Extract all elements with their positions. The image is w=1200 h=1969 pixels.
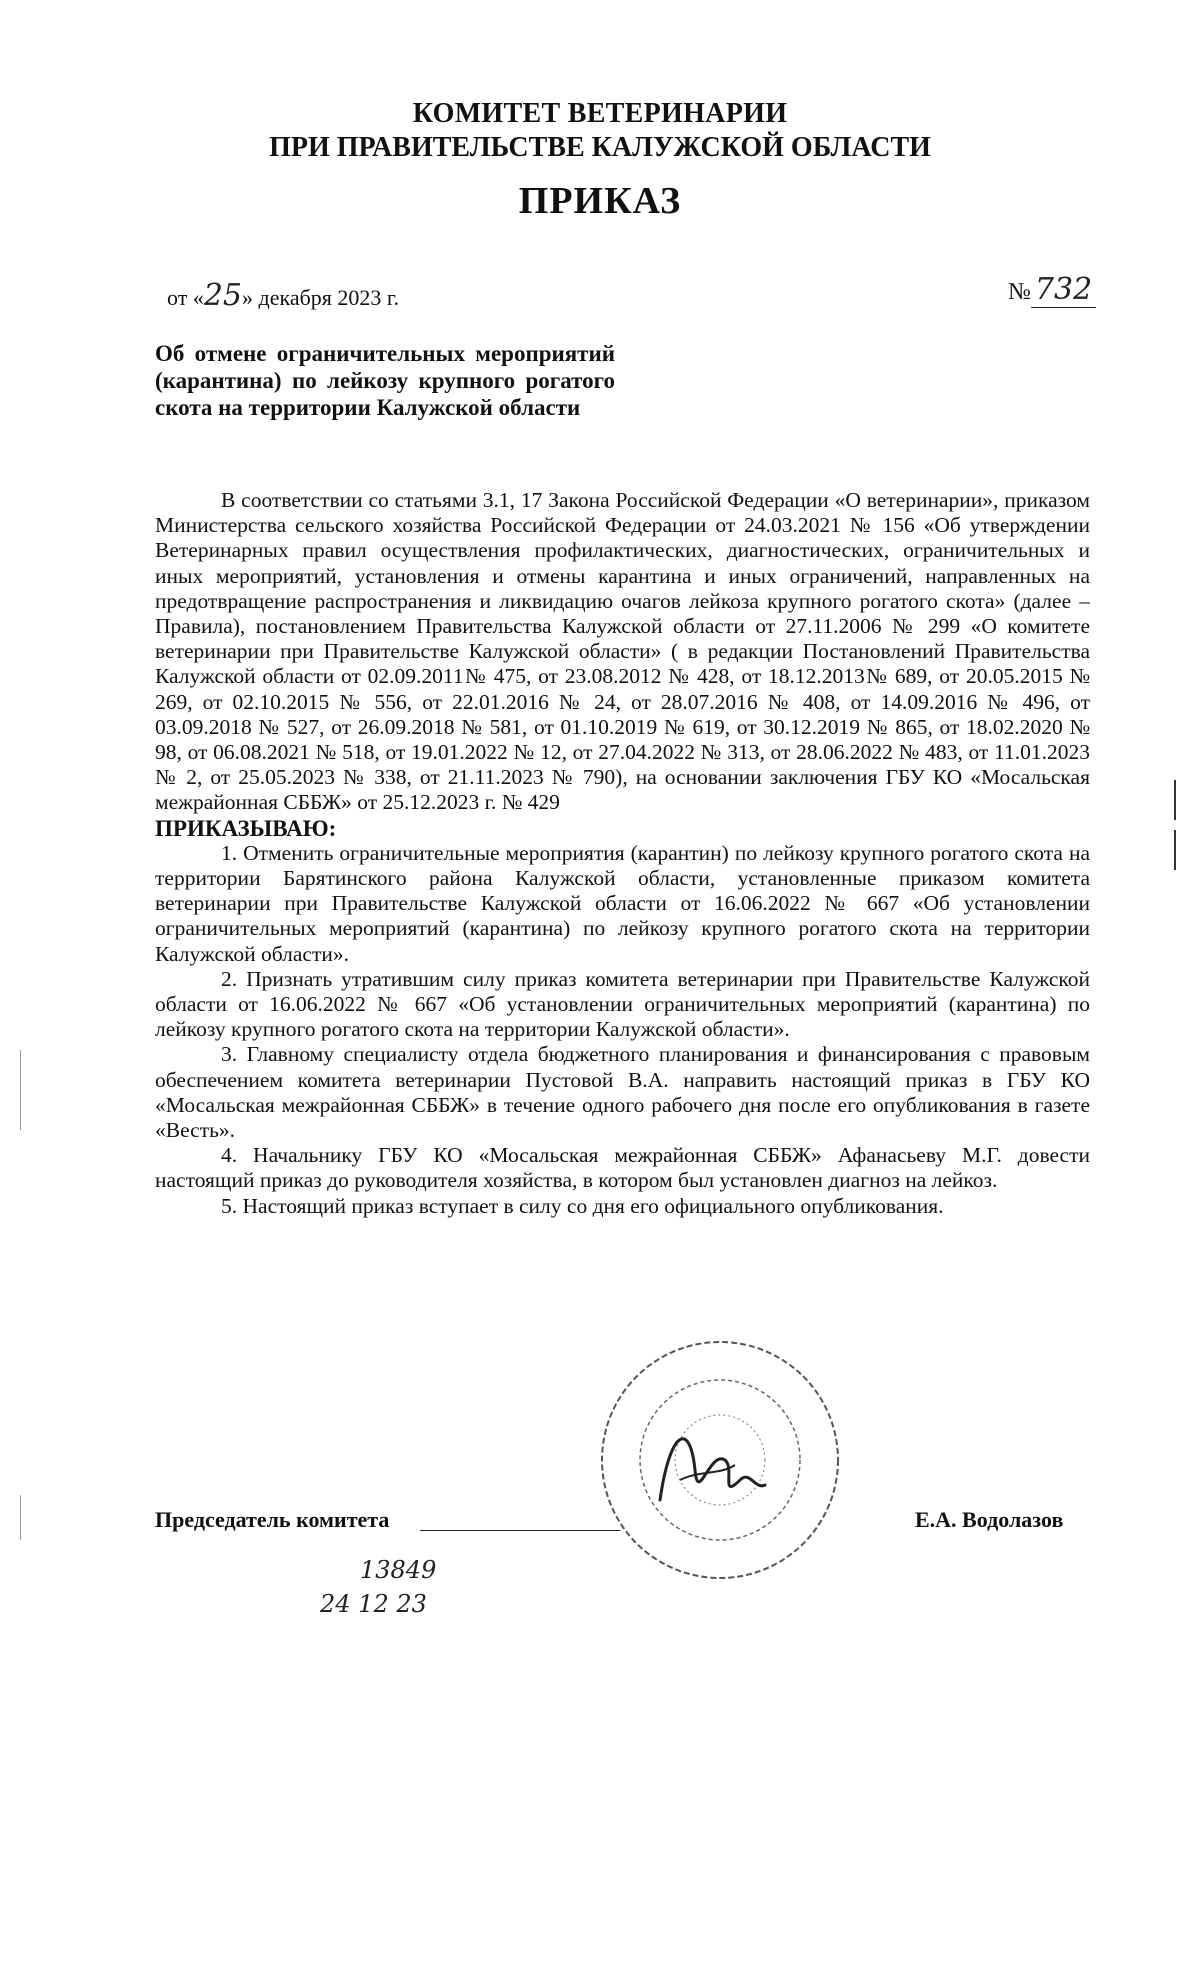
scan-artifact	[20, 1050, 21, 1130]
document-body	[155, 488, 1090, 1219]
number-prefix: №	[1008, 279, 1031, 305]
org-name-line1: КОМИТЕТ ВЕТЕРИНАРИИ	[412, 98, 788, 129]
signatory-position: Председатель комитета	[155, 1507, 390, 1532]
date-prefix: от «	[167, 285, 204, 310]
registration-number	[360, 1556, 436, 1584]
document-date	[167, 278, 399, 313]
scan-artifact	[1174, 780, 1176, 820]
document-number	[1008, 272, 1096, 307]
registration-date	[320, 1590, 427, 1618]
scan-artifact	[20, 1495, 21, 1540]
order-item-2: 2. Признать утратившим силу приказ комитета ветеринарии при Правительстве Калужской области от 16.06.2022 № 667 «Об установлении ограничительных мероприятий (карантина) по лейкозу крупного рогатого скота на территории Калужской области».	[155, 966, 1090, 1042]
signature-line	[420, 1530, 620, 1531]
handwritten-signature-icon	[640, 1410, 770, 1530]
order-item-3: 3. Главному специалисту отдела бюджетного планирования и финансирования с правовым обеспечением комитета ветеринарии Пустовой В.А. направить настоящий приказ в ГБУ КО «Мосальская межрайонная СББЖ» в течение одного рабочего дня после его опубликования в газете «Весть».	[155, 1042, 1090, 1143]
document-type: ПРИКАЗ	[518, 180, 682, 222]
order-item-1: 1. Отменить ограничительные мероприятия (карантин) по лейкозу крупного рогатого скота на территории Барятинского района Калужской области, установленные приказом комитета ветеринарии при Правительстве Калужской области от 16.06.2022 № 667 «Об установлении ограничительных мероприятий (карантина) по лейкозу крупного рогатого скота на территории Калужской области».	[155, 840, 1090, 966]
signatory-name: Е.А. Водолазов	[915, 1507, 1064, 1532]
order-item-5: 5. Настоящий приказ вступает в силу со дня его официального опубликования.	[221, 1193, 944, 1218]
registration-date-handwritten: 24 12 23	[320, 1590, 427, 1618]
org-name-line2: ПРИ ПРАВИТЕЛЬСТВЕ КАЛУЖСКОЙ ОБЛАСТИ	[269, 132, 931, 163]
order-item-4: 4. Начальнику ГБУ КО «Мосальская межрайонная СББЖ» Афанасьеву М.Г. довести настоящий приказ до руководителя хозяйства, в котором был установлен диагноз на лейкоз.	[155, 1143, 1090, 1193]
document-subject: Об отмене ограничительных мероприятий (карантина) по лейкозу крупного рогатого скота на территории Калужской области	[155, 341, 615, 420]
order-word: ПРИКАЗЫВАЮ:	[155, 815, 337, 841]
number-handwritten: 732	[1031, 272, 1096, 308]
date-day-handwritten: 25	[203, 278, 243, 313]
date-suffix: » декабря 2023 г.	[242, 285, 399, 310]
preamble-paragraph: В соответствии со статьями 3.1, 17 Закона Российской Федерации «О ветеринарии», приказом Министерства сельского хозяйства Российской Федерации от 24.03.2021 № 156 «Об утверждении Ветеринарных правил осуществления профилактических, диагностических, ограничительных и иных мероприятий, установления и отмены карантина и иных ограничений, направленных на предотвращение распространения и ликвидацию очагов лейкоза крупного рогатого скота» (далее – Правила), постановлением Правительства Калужской области от 27.11.2006 № 299 «О комитете ветеринарии при Правительстве Калужской области» ( в редакции Постановлений Правительства Калужской области от 02.09.2011№ 475, от 23.08.2012 № 428, от 18.12.2013№ 689, от 20.05.2015 № 269, от 02.10.2015 № 556, от 22.01.2016 № 24, от 28.07.2016 № 408, от 14.09.2016 № 496, от 03.09.2018 № 527, от 26.09.2018 № 581, от 01.10.2019 № 619, от 30.12.2019 № 865, от 18.02.2020 № 98, от 06.08.2021 № 518, от 19.01.2022 № 12, от 27.04.2022 № 313, от 28.06.2022 № 483, от 11.01.2023 № 2, от 25.05.2023 № 338, от 21.11.2023 № 790), на основании заключения ГБУ КО «Мосальская межрайонная СББЖ» от 25.12.2023 г. № 429	[155, 488, 1090, 815]
scan-artifact	[1174, 830, 1176, 870]
registration-number-handwritten: 13849	[360, 1556, 437, 1584]
